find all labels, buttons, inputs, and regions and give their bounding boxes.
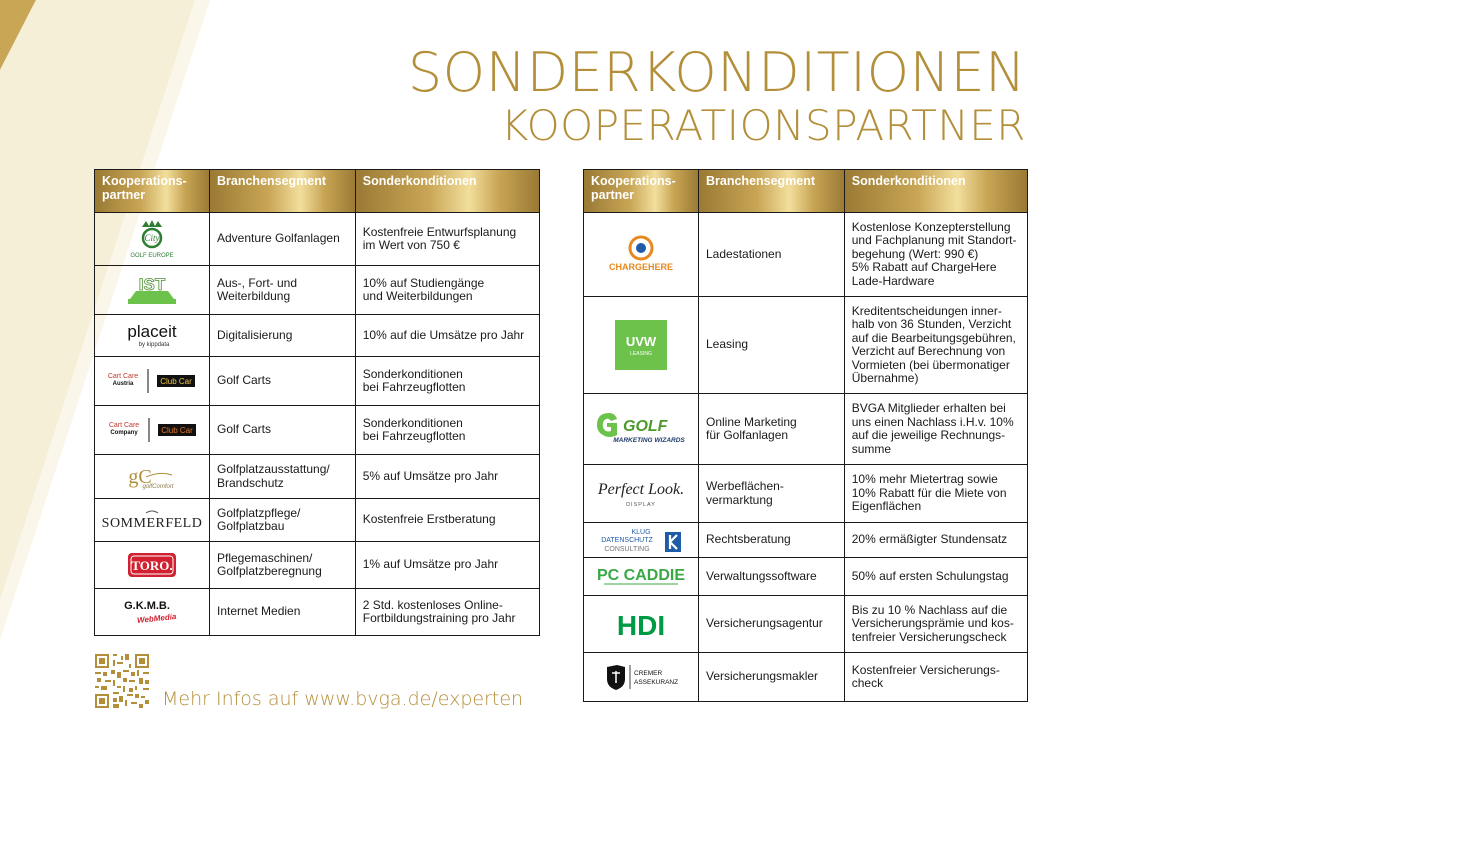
golfcomfort-logo (120, 461, 184, 493)
toro-logo (124, 550, 180, 580)
table-row (584, 653, 1028, 702)
svg-text:TORO.: TORO. (131, 558, 173, 573)
condition-cell: 5% auf Umsätze pro Jahr (355, 455, 539, 499)
svg-text:Club Car: Club Car (160, 377, 192, 386)
partner-logo-cell (584, 297, 699, 394)
condition-cell: Sonderkonditionen bei Fahrzeugflotten (355, 357, 539, 406)
table-row (95, 542, 540, 589)
partners-table-left (94, 169, 540, 636)
table-row (584, 523, 1028, 558)
partner-logo-cell (95, 406, 210, 455)
svg-text:PC CADDIE: PC CADDIE (596, 566, 686, 584)
svg-text:GOLF: GOLF (623, 418, 668, 435)
table-row (584, 465, 1028, 523)
segment-cell: Pflegemaschinen/ Golfplatzberegnung (210, 542, 356, 589)
svg-text:placeit: placeit (127, 321, 177, 341)
page-subtitle: KOOPERATIONSPARTNER (500, 101, 1026, 150)
segment-cell: Internet Medien (210, 589, 356, 636)
table-row (95, 406, 540, 455)
svg-text:ASSEKURANZ: ASSEKURANZ (634, 679, 679, 686)
partner-logo-cell (95, 542, 210, 589)
svg-text:DATENSCHUTZ: DATENSCHUTZ (601, 537, 653, 544)
svg-text:Company: Company (110, 430, 138, 436)
partner-logo-cell (584, 523, 699, 558)
header-condition: Sonderkonditionen (844, 170, 1027, 213)
sommerfeld-logo (102, 507, 202, 533)
golf-europe-logo (120, 218, 184, 260)
cart-care-austria-logo (104, 367, 200, 395)
condition-cell: Kostenfreie Erstberatung (355, 499, 539, 542)
table-row (95, 266, 540, 315)
golf-marketing-wizards-logo (593, 409, 689, 449)
segment-cell: Leasing (699, 297, 845, 394)
svg-text:G.K.M.B.: G.K.M.B. (124, 600, 170, 612)
condition-cell: 20% ermäßigter Stundensatz (844, 523, 1027, 558)
svg-text:Cart Care: Cart Care (107, 373, 139, 380)
svg-text:DISPLAY: DISPLAY (626, 501, 656, 508)
svg-text:City: City (144, 233, 160, 243)
condition-cell: BVGA Mitglieder erhalten bei uns einen Nachlass i.H.v. 10% auf die jeweilige Rechnungs- summe (844, 394, 1027, 465)
partner-logo-cell (584, 394, 699, 465)
condition-cell: 10% mehr Mietertrag sowie 10% Rabatt für die Miete von Eigenflächen (844, 465, 1027, 523)
svg-text:IST: IST (138, 275, 166, 294)
segment-cell: Golf Carts (210, 357, 356, 406)
svg-text:Austria: Austria (112, 381, 134, 387)
header-partner: Kooperations- partner (95, 170, 210, 213)
gkmb-logo (117, 596, 187, 628)
chargehere-logo (601, 233, 681, 277)
svg-text:GOLF EUROPE: GOLF EUROPE (130, 253, 174, 259)
condition-cell: Sonderkonditionen bei Fahrzeugflotten (355, 406, 539, 455)
partner-logo-cell (95, 499, 210, 542)
partners-table-right (583, 169, 1028, 702)
condition-cell: 2 Std. kostenloses Online- Fortbildungstraining pro Jahr (355, 589, 539, 636)
table-header-row (584, 170, 1028, 213)
condition-cell: Kostenlose Konzepterstellung und Fachplanung mit Standort- begehung (Wert: 990 €) 5% Rabatt auf ChargeHere Lade-Hardware (844, 213, 1027, 297)
segment-cell: Verwaltungssoftware (699, 558, 845, 596)
svg-text:by kippdata: by kippdata (138, 341, 170, 348)
condition-cell: 10% auf Studiengänge und Weiterbildungen (355, 266, 539, 315)
uvw-leasing-logo (613, 318, 669, 372)
cart-care-company-logo (104, 416, 200, 444)
hdi-logo (601, 607, 681, 641)
header-segment: Branchensegment (699, 170, 845, 213)
svg-text:Cart Care: Cart Care (108, 422, 140, 429)
svg-text:KLUG: KLUG (631, 529, 651, 536)
partner-logo-cell (584, 653, 699, 702)
svg-text:CREMER: CREMER (634, 670, 663, 677)
segment-cell: Digitalisierung (210, 315, 356, 357)
partner-logo-cell (95, 266, 210, 315)
perfect-look-logo (591, 476, 691, 512)
table-header-row (95, 170, 540, 213)
svg-text:SOMMERFELD: SOMMERFELD (102, 516, 202, 531)
ist-logo (120, 273, 184, 307)
partner-logo-cell (95, 589, 210, 636)
table-row (584, 596, 1028, 653)
svg-text:CONSULTING: CONSULTING (604, 546, 650, 553)
table-row (95, 455, 540, 499)
placeit-logo (120, 321, 184, 351)
segment-cell: Versicherungsmakler (699, 653, 845, 702)
partner-logo-cell (584, 596, 699, 653)
segment-cell: Adventure Golfanlagen (210, 213, 356, 266)
condition-cell: Bis zu 10 % Nachlass auf die Versicherungsprämie und kos- tenfreier Versicherungscheck (844, 596, 1027, 653)
segment-cell: Werbeflächen- vermarktung (699, 465, 845, 523)
svg-text:UVW: UVW (625, 334, 657, 349)
svg-text:LEASING: LEASING (630, 351, 652, 357)
segment-cell: Golf Carts (210, 406, 356, 455)
condition-cell: Kostenfreier Versicherungs- check (844, 653, 1027, 702)
svg-text:Perfect Look.: Perfect Look. (597, 480, 685, 498)
pc-caddie-logo (596, 563, 686, 591)
condition-cell: 10% auf die Umsätze pro Jahr (355, 315, 539, 357)
partner-logo-cell (584, 465, 699, 523)
segment-cell: Golfplatzausstattung/ Brandschutz (210, 455, 356, 499)
svg-text:Club Car: Club Car (161, 426, 193, 435)
svg-text:MARKETING WIZARDS: MARKETING WIZARDS (613, 437, 685, 444)
table-row (584, 297, 1028, 394)
condition-cell: 1% auf Umsätze pro Jahr (355, 542, 539, 589)
condition-cell: 50% auf ersten Schulungstag (844, 558, 1027, 596)
partner-logo-cell (95, 357, 210, 406)
segment-cell: Golfplatzpflege/ Golfplatzbau (210, 499, 356, 542)
svg-text:WebMedia: WebMedia (136, 611, 177, 626)
cremer-assekuranz-logo (603, 661, 679, 693)
segment-cell: Versicherungsagentur (699, 596, 845, 653)
partner-logo-cell (584, 213, 699, 297)
segment-cell: Online Marketing für Golfanlagen (699, 394, 845, 465)
segment-cell: Rechtsberatung (699, 523, 845, 558)
condition-cell: Kreditentscheidungen inner- halb von 36 Stunden, Verzicht auf die Bearbeitungsgebühren, Verzicht auf Berechnung von Vormieten (bei übermonatiger Übernahme) (844, 297, 1027, 394)
page-title: SONDERKONDITIONEN (407, 41, 1026, 104)
qr-code-icon[interactable] (95, 654, 149, 708)
table-row (584, 394, 1028, 465)
svg-text:gC: gC (128, 465, 152, 488)
header-segment: Branchensegment (210, 170, 356, 213)
segment-cell: Ladestationen (699, 213, 845, 297)
partner-logo-cell (584, 558, 699, 596)
more-info-link[interactable]: Mehr Infos auf www.bvga.de/experten (162, 688, 524, 710)
table-row (95, 499, 540, 542)
title-block (407, 41, 1026, 150)
condition-cell: Kostenfreie Entwurfsplanung im Wert von 750 € (355, 213, 539, 266)
header-partner: Kooperations- partner (584, 170, 699, 213)
klug-datenschutz-logo (591, 526, 691, 554)
partner-logo-cell (95, 315, 210, 357)
table-row (95, 357, 540, 406)
partner-logo-cell (95, 213, 210, 266)
table-row (584, 558, 1028, 596)
svg-text:CHARGEHERE: CHARGEHERE (608, 261, 674, 272)
segment-cell: Aus-, Fort- und Weiterbildung (210, 266, 356, 315)
table-row (584, 213, 1028, 297)
table-row (95, 213, 540, 266)
partner-logo-cell (95, 455, 210, 499)
svg-text:golfComfort: golfComfort (142, 483, 174, 490)
svg-text:HDI: HDI (616, 610, 666, 641)
table-row (95, 589, 540, 636)
table-row (95, 315, 540, 357)
header-condition: Sonderkonditionen (355, 170, 539, 213)
